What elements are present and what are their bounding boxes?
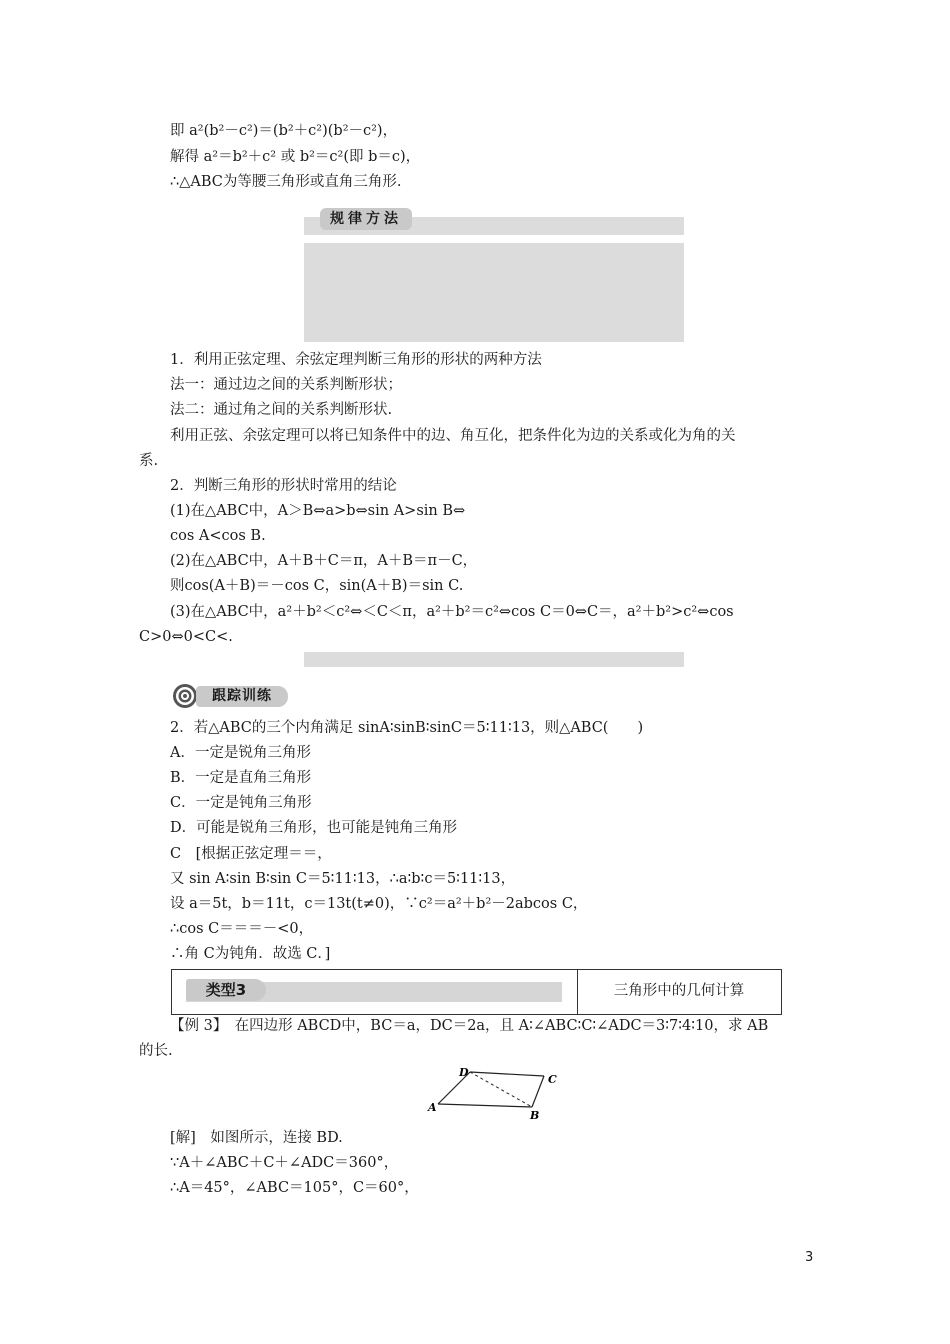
method-box: [304, 243, 684, 342]
example-line-1: 【例 3】 在四边形 ABCD中，BC＝a，DC＝2a，且 A∶∠ABC∶C∶∠ADC＝3∶7∶4∶10，求 AB: [170, 1018, 769, 1034]
training-question: 2．若△ABC的三个内角满足 sinA∶sinB∶sinC＝5∶11∶13，则△ABC( ): [170, 720, 644, 736]
option-d: D．可能是锐角三角形，也可能是钝角三角形: [170, 820, 458, 836]
method-line-10: 则cos(A＋B)＝－cos C，sin(A＋B)＝sin C.: [170, 578, 464, 594]
type3-table: [171, 969, 782, 1015]
page-number: 3: [805, 1250, 814, 1265]
method-header-label: 规律方法: [320, 208, 412, 230]
method-line-7: (1)在△ABC中，A＞B⇔a>b⇔sin A>sin B⇔: [170, 503, 466, 519]
method-line-6: 2．判断三角形的形状时常用的结论: [170, 478, 397, 494]
option-a: A．一定是锐角三角形: [170, 745, 311, 761]
method-line-11: (3)在△ABC中，a²＋b²＜c²⇔＜C＜π，a²＋b²＝c²⇔cos C＝0⇔C＝，a²＋b²>c²⇔cos: [170, 604, 734, 620]
method-line-5: 系.: [139, 453, 159, 469]
method-line-8: cos A<cos B.: [170, 528, 266, 544]
vertex-d-label: D: [459, 1066, 469, 1079]
answer-line-2: 又 sin A∶sin B∶sin C＝5∶11∶13，∴a∶b∶c＝5∶11∶13，: [170, 871, 516, 887]
target-icon: [172, 683, 198, 709]
method-line-12: C>0⇔0<C<.: [139, 629, 233, 645]
quadrilateral-figure: [420, 1062, 570, 1126]
vertex-c-label: C: [548, 1073, 557, 1086]
option-b: B．一定是直角三角形: [170, 770, 312, 786]
method-line-2: 法一：通过边之间的关系判断形状；: [170, 377, 402, 393]
option-c: C．一定是钝角三角形: [170, 795, 312, 811]
solution-line-1: [解] 如图所示，连接 BD.: [170, 1130, 343, 1146]
answer-line-4: ∴cos C＝＝＝－<0，: [170, 921, 314, 937]
top-line-1: 即 a²(b²－c²)＝(b²＋c²)(b²－c²)，: [170, 123, 398, 139]
vertex-a-label: A: [428, 1101, 437, 1114]
method-line-3: 法二：通过角之间的关系判断形状.: [170, 402, 393, 418]
solution-line-2: ∵A＋∠ABC＋C＋∠ADC＝360°，: [170, 1155, 399, 1171]
vertex-b-label: B: [530, 1109, 540, 1122]
example-line-2: 的长.: [139, 1043, 173, 1059]
type3-label: 类型3: [186, 979, 266, 1001]
type3-title: 三角形中的几何计算: [613, 983, 745, 999]
method-line-9: (2)在△ABC中，A＋B＋C＝π，A＋B＝π－C，: [170, 553, 478, 569]
method-line-1: 1．利用正弦定理、余弦定理判断三角形的形状的两种方法: [170, 352, 542, 368]
answer-line-3: 设 a＝5t，b＝11t，c＝13t(t≠0)，∵c²＝a²＋b²－2abcos C，: [170, 896, 588, 912]
training-header-label: 跟踪训练: [196, 686, 288, 707]
method-line-4: 利用正弦、余弦定理可以将已知条件中的边、角互化，把条件化为边的关系或化为角的关: [170, 428, 736, 444]
method-footer-bar: [304, 652, 684, 667]
top-line-2: 解得 a²＝b²＋c² 或 b²＝c²(即 b＝c)，: [170, 149, 421, 165]
top-line-3: ∴△ABC为等腰三角形或直角三角形.: [170, 174, 402, 190]
solution-line-3: ∴A＝45°，∠ABC＝105°，C＝60°，: [170, 1180, 419, 1196]
answer-line-5: ∴角 C为钝角．故选 C．]: [170, 946, 331, 962]
answer-line-1: C [根据正弦定理＝＝，: [170, 846, 332, 862]
